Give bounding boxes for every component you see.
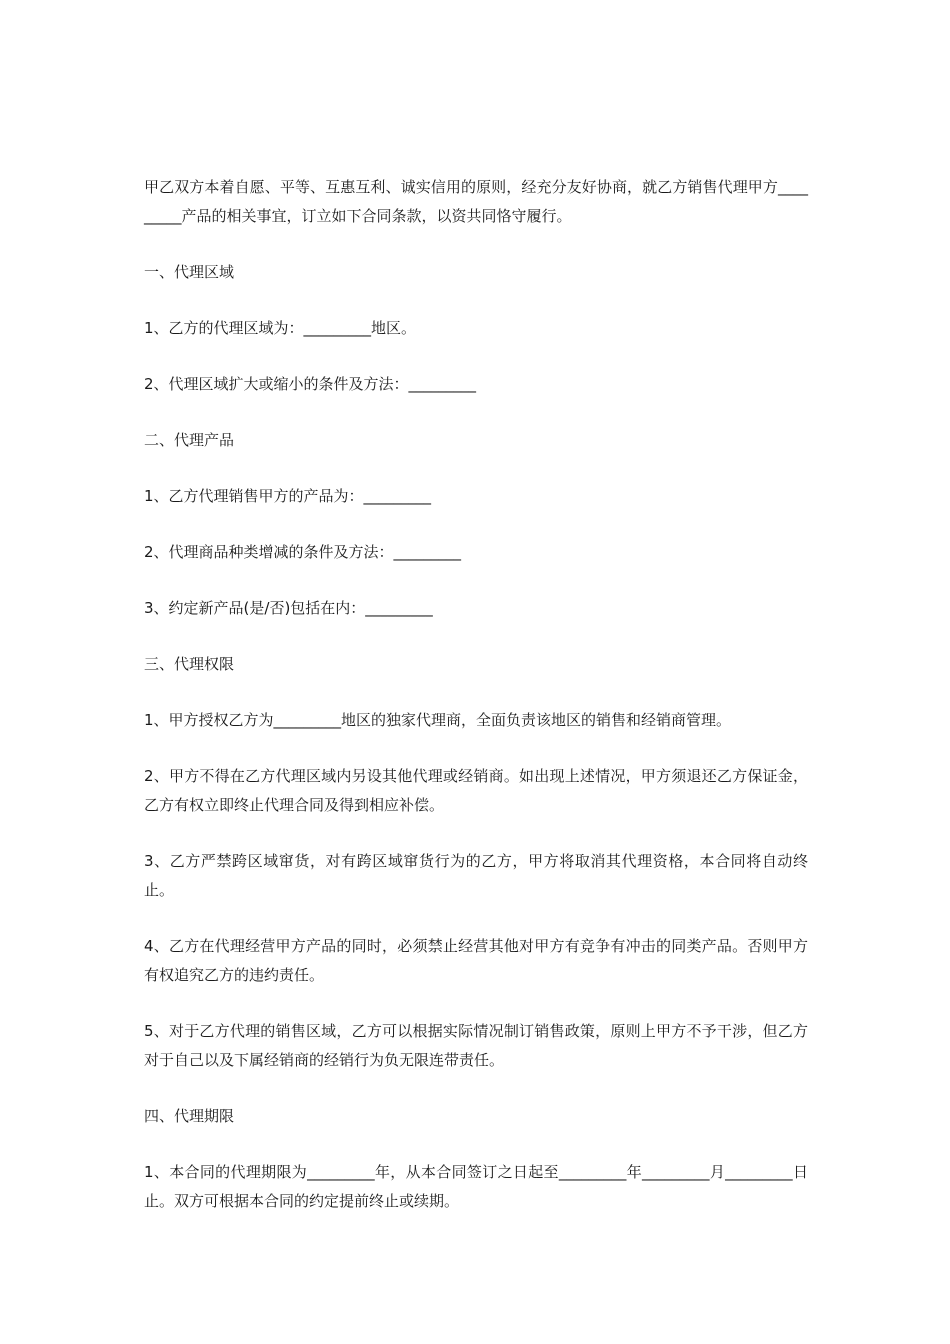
clause-region-1: 1、乙方的代理区域为：_________地区。 (144, 319, 417, 337)
clause-authority-2: 2、甲方不得在乙方代理区域内另设其他代理或经销商。如出现上述情况，甲方须退还乙方保证金，乙方有权立即终止代理合同及得到相应补偿。 (144, 767, 808, 814)
clause-products-3: 3、约定新产品(是/否)包括在内：_________ (144, 599, 433, 617)
clause-products-2: 2、代理商品种类增减的条件及方法：_________ (144, 543, 462, 561)
clause-products-1: 1、乙方代理销售甲方的产品为：_________ (144, 487, 432, 505)
section-heading-products: 二、代理产品 (144, 431, 235, 449)
clause-authority-5: 5、对于乙方代理的销售区域，乙方可以根据实际情况制订销售政策，原则上甲方不予干涉，但乙方对于自己以及下属经销商的经销行为负无限连带责任。 (144, 1022, 808, 1069)
clause-authority-4: 4、乙方在代理经营甲方产品的同时，必须禁止经营其他对甲方有竞争有冲击的同类产品。否则甲方有权追究乙方的违约责任。 (144, 937, 808, 984)
document-body (144, 173, 808, 1243)
section-heading-region: 一、代理区域 (144, 263, 235, 281)
clause-authority-3: 3、乙方严禁跨区域窜货，对有跨区域窜货行为的乙方，甲方将取消其代理资格，本合同将自动终止。 (144, 852, 808, 899)
clause-region-2: 2、代理区域扩大或缩小的条件及方法：_________ (144, 375, 477, 393)
intro-paragraph: 甲乙双方本着自愿、平等、互惠互利、诚实信用的原则，经充分友好协商，就乙方销售代理甲方_________产品的相关事宜，订立如下合同条款，以资共同恪守履行。 (144, 178, 808, 225)
section-heading-term: 四、代理期限 (144, 1107, 235, 1125)
section-heading-authority: 三、代理权限 (144, 655, 235, 673)
clause-authority-1: 1、甲方授权乙方为_________地区的独家代理商，全面负责该地区的销售和经销商管理。 (144, 711, 732, 729)
clause-term-1: 1、本合同的代理期限为_________年，从本合同签订之日起至_________年_________月_________日止。双方可根据本合同的约定提前终止或续期。 (144, 1163, 808, 1210)
